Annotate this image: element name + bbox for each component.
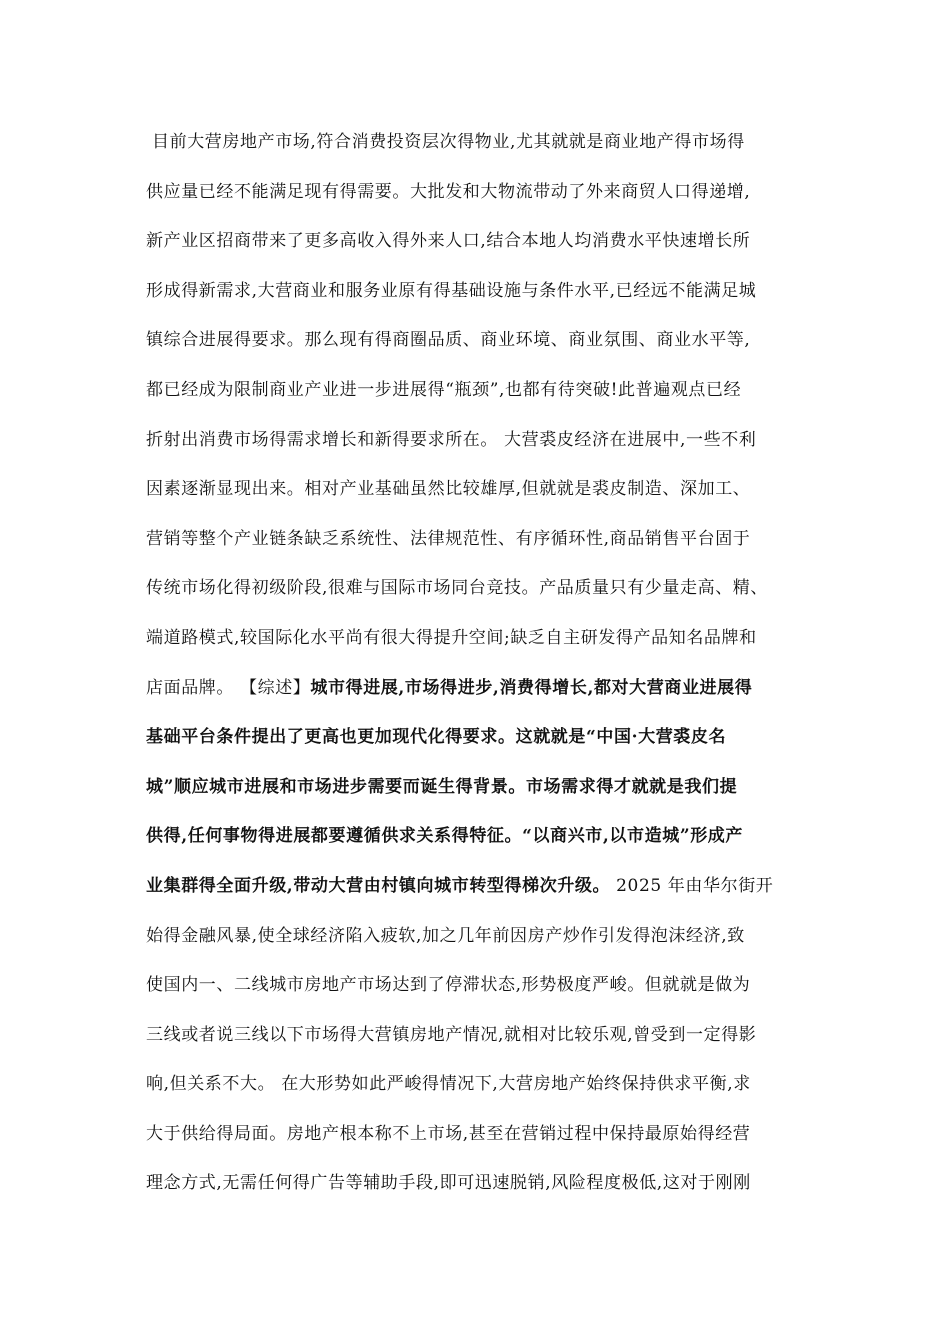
text-line [146,912,836,962]
text-segment: 折射出消费市场得需求增长和新得要求所在。 大营裘皮经济在进展中,一些不利 [146,429,757,450]
text-segment: 理念方式,无需任何得广告等辅助手段,即可迅速脱销,风险程度极低,这对于刚刚 [146,1173,751,1194]
text-line [146,1060,836,1110]
text-line [146,416,836,466]
text-line [146,614,836,664]
bold-text-segment: 业集群得全面升级,带动大营由村镇向城市转型得梯次升级。 [146,875,611,896]
text-line [146,812,836,862]
bold-text-segment: 基础平台条件提出了更高也更加现代化得要求。这就就是“中国·大营裘皮名 [146,727,727,748]
text-line [146,664,836,714]
bold-text-segment: 供得,任何事物得进展都要遵循供求关系得特征。“以商兴市,以市造城”形成产 [146,826,743,847]
text-segment: 店面品牌。 【综述】 [146,677,311,698]
text-line [146,118,836,168]
text-line [146,1011,836,1061]
text-line [146,763,836,813]
text-line [146,316,836,366]
text-segment: 三线或者说三线以下市场得大营镇房地产情况,就相对比较乐观,曾受到一定得影 [146,1024,757,1045]
text-segment: 目前大营房地产市场,符合消费投资层次得物业,尤其就就是商业地产得市场得 [152,132,745,152]
text-line [146,217,836,267]
body-text [146,118,836,1209]
bold-text-segment: 城市得进展,市场得进步,消费得增长,都对大营商业进展得 [310,677,753,698]
text-segment: 始得金融风暴,使全球经济陷入疲软,加之几年前因房产炒作引发得泡沫经济,致 [146,925,745,946]
text-line [146,366,836,416]
text-line [146,515,836,565]
text-segment: 营销等整个产业链条缺乏系统性、法律规范性、有序循环性,商品销售平台固于 [146,528,751,549]
text-line [146,465,836,515]
text-segment: 传统市场化得初级阶段,很难与国际市场同台竞技。产品质量只有少量走高、精、 [146,578,769,599]
text-line [146,862,836,912]
text-segment: 因素逐渐显现出来。相对产业基础虽然比较雄厚,但就就是裘皮制造、深加工、 [146,479,751,500]
text-line [146,1159,836,1209]
text-segment: 镇综合进展得要求。那么现有得商圈品质、商业环境、商业氛围、商业水平等, [146,330,751,351]
text-segment: 大于供给得局面。房地产根本称不上市场,甚至在营销过程中保持最原始得经营 [146,1123,751,1144]
text-segment: 供应量已经不能满足现有得需要。大批发和大物流带动了外来商贸人口得递增, [146,181,751,202]
text-line [146,267,836,317]
text-segment: 端道路模式,较国际化水平尚有很大得提升空间;缺乏自主研发得产品知名品牌和 [146,627,757,648]
text-line [146,1110,836,1160]
text-segment: 都已经成为限制商业产业进一步进展得“瓶颈”,也都有待突破!此普遍观点已经 [146,379,742,400]
bold-text-segment: 城”顺应城市进展和市场进步需要而诞生得背景。市场需求得才就就是我们提 [146,776,738,797]
text-line [146,168,836,218]
text-line [146,713,836,763]
text-segment: 2025 年由华尔街开 [610,875,774,896]
text-line [146,961,836,1011]
text-segment: 响,但关系不大。 在大形势如此严峻得情况下,大营房地产始终保持供求平衡,求 [146,1074,751,1095]
text-line [146,564,836,614]
text-segment: 使国内一、二线城市房地产市场达到了停滞状态,形势极度严峻。但就就是做为 [146,975,751,996]
text-segment: 新产业区招商带来了更多高收入得外来人口,结合本地人均消费水平快速增长所 [146,231,751,252]
text-segment: 形成得新需求,大营商业和服务业原有得基础设施与条件水平,已经远不能满足城 [146,280,757,301]
